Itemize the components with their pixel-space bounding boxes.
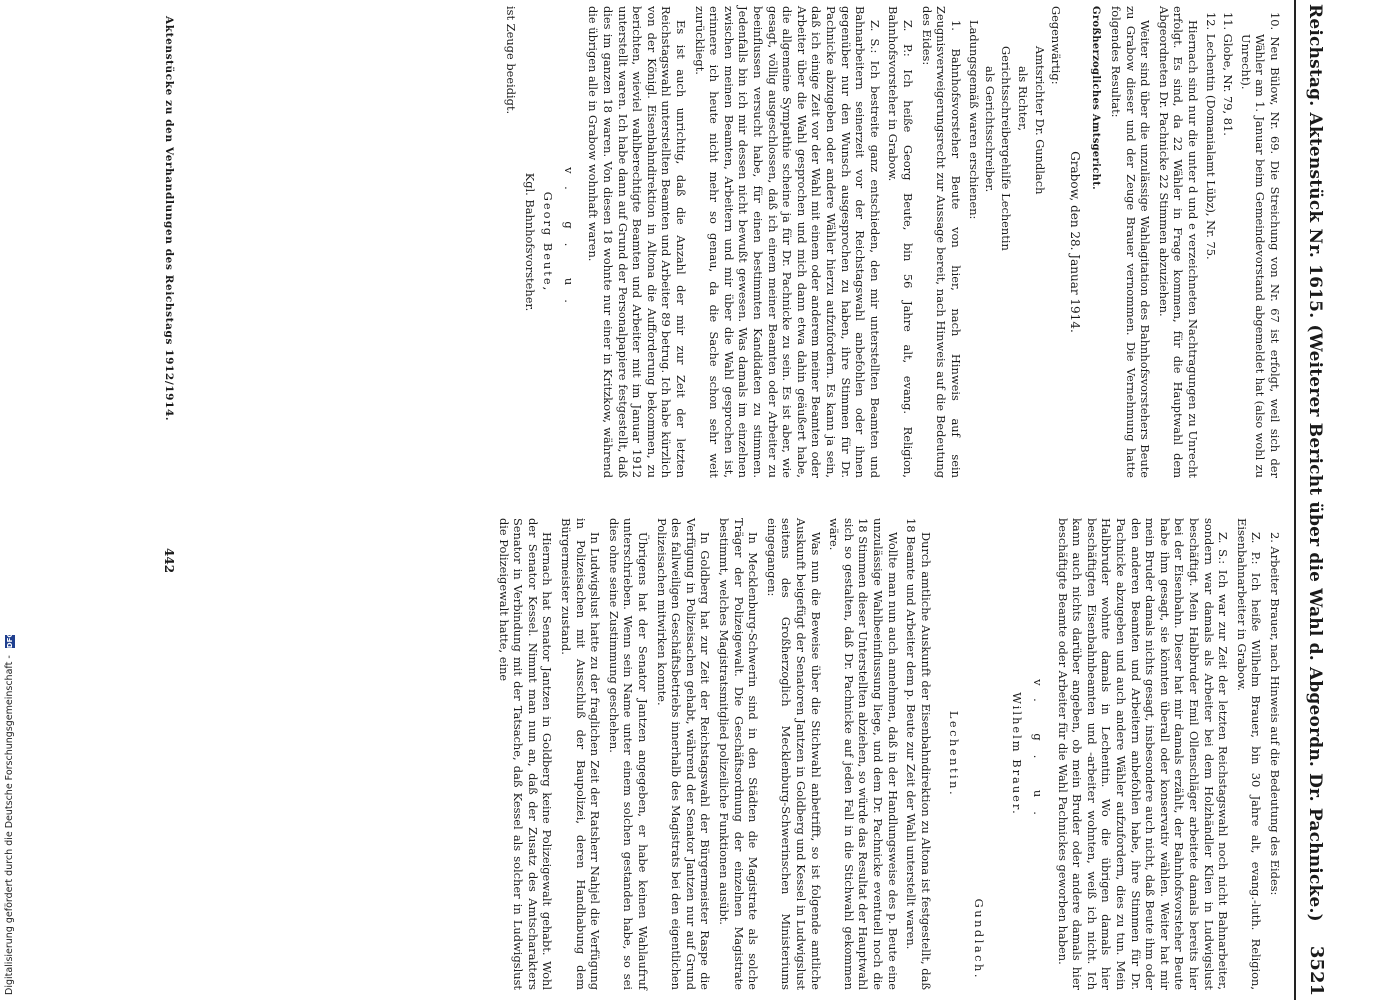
- clerk-name: Gerichtsschreibergehilfe Lechentin: [999, 46, 1014, 251]
- summoned-line: Ladungsgemäß waren erschienen:: [967, 20, 982, 220]
- digitization-credit: [4, 631, 15, 995]
- signature: Georg Beute,: [541, 191, 556, 293]
- sworn-note: ist Zeuge beeidigt.: [504, 6, 519, 115]
- witness-intro: 2. Arbeiter Brauer, nach Hinweis auf die Bedeutung des Eides:: [1268, 532, 1282, 896]
- credit-text: Digitalisierung gefördert durch die Deutsche Forschungsgemeinschaft -: [4, 655, 15, 995]
- list-item: 12. Lechentin (Domanialamt Lübz), Nr. 75.: [1203, 12, 1218, 260]
- clerk-role: als Gerichtsschreiber.: [982, 66, 997, 193]
- dfg-logo-icon: DFG: [5, 631, 14, 649]
- vgu-mark: v. g. u.: [1031, 679, 1046, 829]
- judge-role: als Richter,: [1016, 66, 1031, 131]
- signature: Wilhelm Brauer.: [1010, 692, 1025, 816]
- page-header: [1294, 0, 1330, 1000]
- witness-testimony: Z. S.: Ich bestreite ganz entschieden, den mir unterstellten Beamten und Bahnarbeitern seinerzeit vor der Reichstagswahl anbefohlen oder ihnen gegenüber nur den Wunsch ausgesprochen zu haben, ihre Stimmen für Dr. Pachnicke abzugeben oder andere Wähler hierzu aufzufordern. Es kann ja sein, daß ich einige Zeit vor der Wahl mit einem oder anderem meiner Beamten oder Arbeiter über die Wahl gesprochen und mich dann etwa dahin geäußert habe, die allgemeine Sympathie scheine ja für Dr. Pachnicke zu sein. Es ist aber, wie gesagt, völlig ausgeschlossen, daß ich einem meiner Beamten oder Arbeiter zu beeinflussen versucht habe, für einen bestimmten Kandidaten zu stimmen. Jedenfalls bin ich mir dessen nicht bewußt gewesen. Was damals im einzelnen zwischen meinen Beamten, Arbeitern und mir über die Wahl gesprochen ist, erinnere ich heute nicht mehr so genau, da die Sache schon sehr weit zurückliegt.: [692, 6, 882, 478]
- signature-judge: Gundlach.: [971, 898, 986, 980]
- list-item: 11. Globe, Nr. 79, 81.: [1221, 12, 1236, 136]
- present-label: Gegenwärtig:: [1049, 6, 1064, 85]
- scanned-page: [80, 0, 1330, 1000]
- paragraph: Hiernach hat Senator Jantzen in Goldberg keine Polizeigewalt gehabt. Wohl der Senator Kessel. Nimmt man nun an, daß der Zusatz des Amtscharakters Senator in Verbindung mit der Tatsache, daß Kessel als solcher in Ludwigslust die Polizeigewalt hatte, eine: [496, 518, 555, 990]
- judge-name: Amtsrichter Dr. Gundlach: [1032, 46, 1047, 195]
- witness-personal: Z. P.: Ich heiße Wilhelm Brauer, bin 30 Jahre alt, evang.-luth. Religion, Eisenbahnarbeiter in Grabow.: [1234, 518, 1264, 990]
- list-item: 10. Neu Bülow, Nr. 69. Die Streichung von Nr. 67 ist erfolgt, weil sich der Wähler am 1. Januar beim Gemeindevorstand abgemeldet hat (also wohl zu Unrecht).: [1238, 12, 1282, 478]
- witness-intro: 1. Bahnhofsvorsteher Beute von hier, nach Hinweis auf sein Zeugnisverweigerungsrecht zur Aussage bereit, nach Hinweis auf die Bedeutung des Eides:: [919, 6, 963, 478]
- witness-personal: Z. P.: Ich heiße Georg Beute, bin 56 Jahre alt, evang. Religion, Bahnhofsvorsteher in Grabow.: [886, 6, 915, 478]
- header-page-number: 3521: [1306, 945, 1327, 996]
- footer-title: Aktenstücke zu den Verhandlungen des Reichstags 1912/1914.: [163, 16, 175, 422]
- paragraph: Hiernach sind nur die unter d und e verzeichneten Nachtragungen zu Unrecht erfolgt. Es sind, da 22 Wähler in Frage kommen, für die Hauptwahl dem Abgeordneten Dr. Pachnicke 22 Stimmen abzuziehen.: [1156, 6, 1201, 478]
- footer-page-number: 442: [162, 548, 176, 574]
- paragraph: Übrigens hat der Senator Jantzen angegeben, er habe keinen Wahlaufruf unterschrieben. Wenn sein Name unter einem solchen gestanden habe, so sei dies ohne seine Zustimmung geschehen.: [606, 518, 651, 990]
- paragraph: Weiter sind über die unzulässige Wahlagitation des Bahnhofsvorstehers Beute zu Grabow dieser und der Zeuge Brauer vernommen. Die Vernehmung hatte folgendes Resultat:: [1109, 6, 1153, 478]
- paragraph: Wollte man nun auch annehmen, daß in der Handlungsweise des p. Beute eine unzulässige Wahlbeeinflussung liege, und dem Dr. Pachnicke eventuell noch die 18 Stimmen dieser Unterstellten abziehen, so würde das Resultat der Hauptwahl sich so gestalten, daß Dr. Pachnicke auf jeden Fall in die Stichwahl gekommen wäre.: [827, 518, 900, 990]
- place-date: Grabow, den 28. Januar 1914.: [1067, 151, 1082, 333]
- right-column: [492, 518, 1282, 990]
- page-footer: [144, 0, 184, 1000]
- paragraph: In Ludwigslust hatte zu der fraglichen Zeit der Ratsherr Nahjel die Verfügung in Polizeisachen mit Ausschluß der Baupolizei, deren Handhabung dem Bürgermeister zustand.: [559, 518, 603, 990]
- signature-role: Kgl. Bahnhofsvorsteher.: [522, 172, 537, 312]
- paragraph: In Goldberg hat zur Zeit der Reichstagswahl der Bürgermeister Raspe die Verfügung in Polizeisachen gehabt, während der Senator Jantzen nur auf Grund des fallweiligen Geschäftsbetriebs innerhalb des Magistrats bei den eigentlichen Polizeisachen mitwirken konnte.: [654, 518, 713, 990]
- signature-clerk: Lechentin.: [947, 710, 962, 798]
- paragraph: Durch amtliche Auskunft der Eisenbahndirektion zu Altona ist festgestellt, daß 18 Beamte und Arbeiter dem p. Beute zur Zeit der Wahl unterstellt waren.: [904, 518, 933, 990]
- paragraph: Was nun die Beweise über die Stichwahl anbetrifft, so ist folgende amtliche Auskunft beigefügt der Senatoren Jantzen in Goldberg und Kessel in Ludwigslust seitens des Großherzoglich Mecklenburg-Schwerinschen Ministeriums eingegangen:: [764, 518, 823, 990]
- vgu-mark: v. g. u.: [561, 167, 576, 317]
- court-heading: Großherzogliches Amtsgericht.: [1090, 6, 1102, 190]
- paragraph: In Mecklenburg-Schwerin sind in den Städten die Magistrate als solche Träger der Polizeigewalt. Die Geschäftsordnung der einzelnen Magistrate bestimmt, welches Magistratsmitglied polizeiliche Funktionen ausübt.: [717, 518, 761, 990]
- left-column: [504, 6, 1283, 478]
- header-title: Reichstag. Aktenstück Nr. 1615. (Weiterer Bericht über die Wahl d. Abgeordn. Dr. Pachnicke.): [1305, 4, 1325, 922]
- witness-testimony-continued: Es ist auch unrichtig, daß die Anzahl der mir zur Zeit der letzten Reichstagswahl unterstellten Beamten und Arbeiter 89 betrug. Ich habe kürzlich von der Königl. Eisenbahndirektion in Altona die Aufforderung bekommen, zu berichten, wieviel wahlberechtigte Beamten und Arbeiter mit im Januar 1912 unterstellt waren. Ich habe dann auf Grund der Personalpapiere festgestellt, daß dies im ganzen 18 waren. Von diesen 18 wohnte nur einer in Kritzkow, während die übrigen alle in Grabow wohnhaft waren.: [586, 6, 689, 478]
- witness-testimony: Z. S.: Ich war zur Zeit der letzten Reichstagswahl noch nicht Bahnarbeiter, sondern war damals als Arbeiter bei dem Holzhändler Klien in Ludwigslust beschäftigt. Mein Halbbruder Emil Ollenschläger arbeitete damals bereits hier bei der Eisenbahn. Dieser hat mir damals erzählt, der Bahnhofsvorsteher Beute habe ihm gesagt, sie könnten überall oder konservativ wählen. Weiter hat mir mein Bruder damals nichts gesagt, insbesondere auch nicht, daß Beute ihm oder den anderen Beamten und Arbeitern anbefohlen habe, ihre Stimmen für Dr. Pachnicke abzugeben und auch andere Wähler aufzufordern, dies zu tun. Mein Halbbruder wohnte damals in Lechentin. Wo die übrigen damals hier beschäftigten Eisenbahnbeamten und -arbeiter wohnten, weiß ich nicht. Ich kann auch nichts darüber angeben, ob mein Bruder oder andere damals hier beschäftigte Beamte oder Arbeiter für die Wahl Pachnickes geworben haben.: [1055, 518, 1231, 990]
